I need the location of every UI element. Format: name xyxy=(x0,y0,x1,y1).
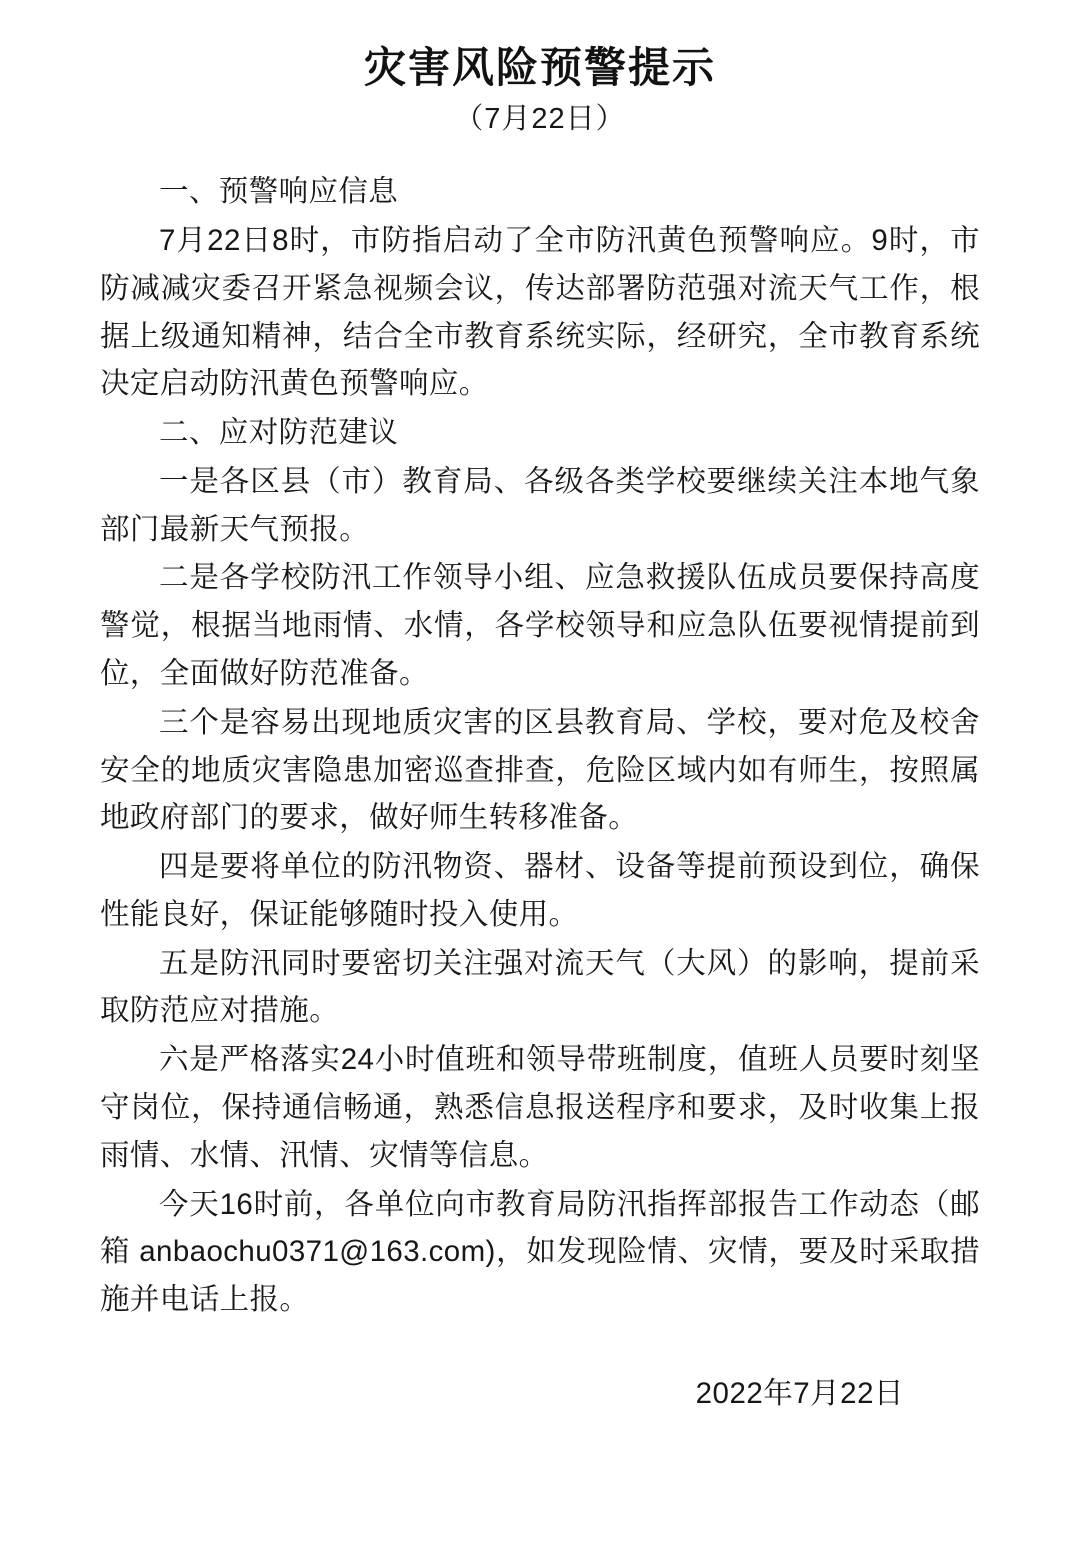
page-title: 灾害风险预警提示 xyxy=(363,44,716,91)
document-body xyxy=(100,168,980,1324)
section-2-paragraph-4: 四是要将单位的防汛物资、器材、设备等提前预设到位，确保性能良好，保证能够随时投入使用。 xyxy=(100,850,980,931)
section-2-paragraph-6: 六是严格落实24小时值班和领导带班制度，值班人员要时刻坚守岗位，保持通信畅通，熟悉信息报送程序和要求，及时收集上报雨情、水情、汛情、灾情等信息。 xyxy=(100,1043,980,1172)
section-heading-1: 一、预警响应信息 xyxy=(159,175,399,209)
section-2-paragraph-2: 二是各学校防汛工作领导小组、应急救援队伍成员要保持高度警觉，根据当地雨情、水情，各学校领导和应急队伍要视情提前到位，全面做好防范准备。 xyxy=(100,561,980,690)
section-heading-2: 二、应对防范建议 xyxy=(159,416,399,450)
section-1-paragraph-1: 7月22日8时，市防指启动了全市防汛黄色预警响应。9时，市防减减灾委召开紧急视频会议，传达部署防范强对流天气工作，根据上级通知精神，结合全市教育系统实际，经研究，全市教育系统决定启动防汛黄色预警响应。 xyxy=(100,223,980,401)
page-subtitle: （7月22日） xyxy=(454,102,626,135)
section-2-paragraph-1: 一是各区县（市）教育局、各级各类学校要继续关注本地气象部门最新天气预报。 xyxy=(100,464,980,546)
sign-date: 2022年7月22日 xyxy=(695,1376,904,1410)
section-2-paragraph-7: 今天16时前，各单位向市教育局防汛指挥部报告工作动态（邮箱 anbaochu0371@163.com)，如发现险情、灾情，要及时采取措施并电话上报。 xyxy=(100,1187,980,1317)
section-2-paragraph-5: 五是防汛同时要密切关注强对流天气（大风）的影响，提前采取防范应对措施。 xyxy=(100,946,980,1028)
section-2-paragraph-3: 三个是容易出现地质灾害的区县教育局、学校，要对危及校舍安全的地质灾害隐患加密巡查排查，危险区域内如有师生，按照属地政府部门的要求，做好师生转移准备。 xyxy=(100,705,980,835)
